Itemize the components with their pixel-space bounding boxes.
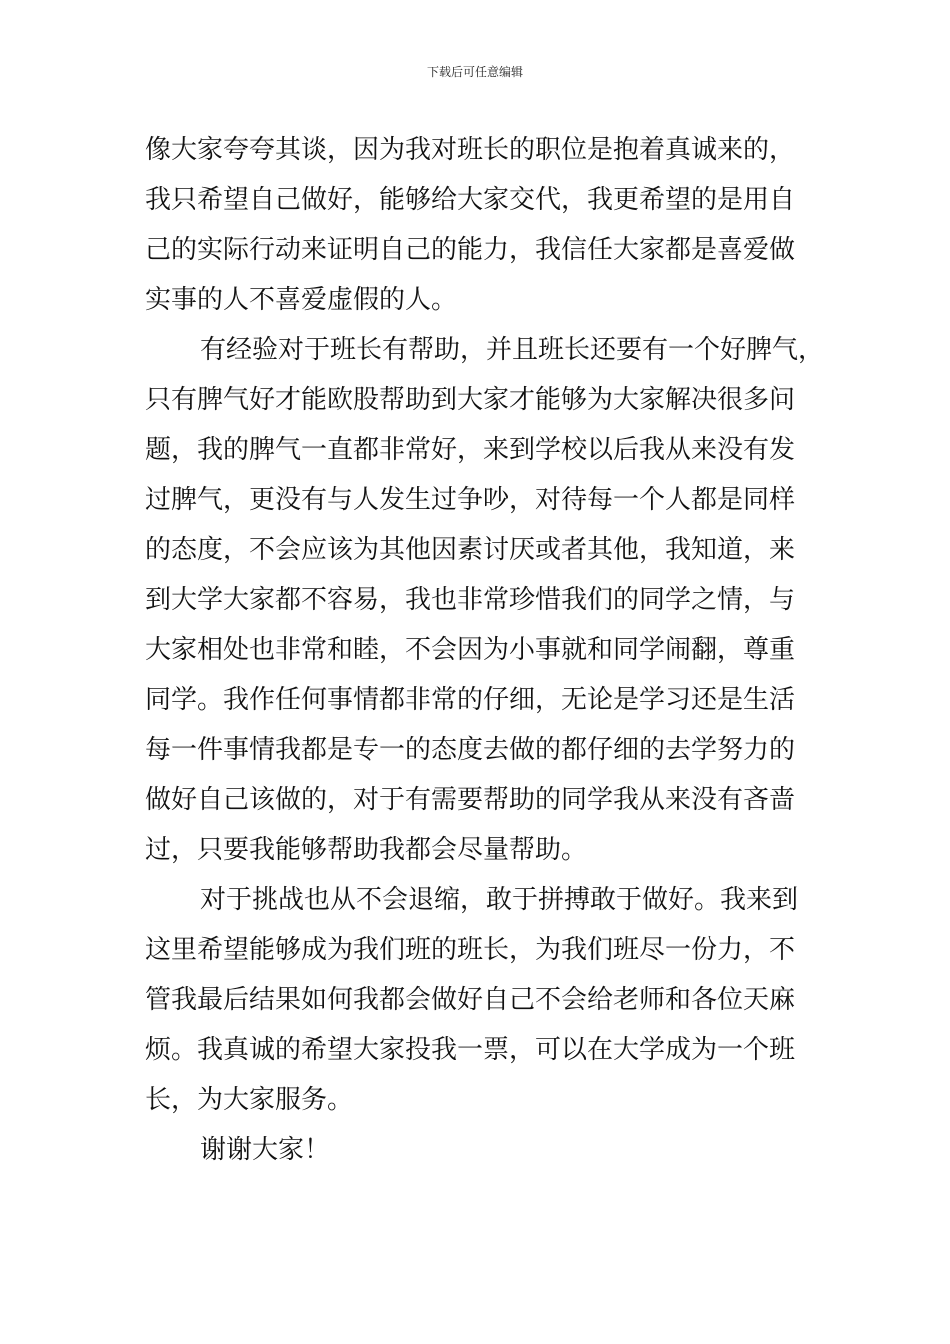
text-line: 这里希望能够成为我们班的班长，为我们班尽一份力，不	[145, 935, 796, 965]
text-line: 只有脾气好才能欧股帮助到大家才能够为大家解决很多问	[145, 385, 796, 415]
closing-line: 谢谢大家！	[200, 1135, 331, 1165]
text-line: 到大学大家都不容易，我也非常珍惜我们的同学之情，与	[145, 585, 796, 615]
text-line: 的态度，不会应该为其他因素讨厌或者其他，我知道，来	[145, 535, 796, 565]
text-line: 大家相处也非常和睦，不会因为小事就和同学闹翻，尊重	[145, 635, 796, 665]
text-line: 每一件事情我都是专一的态度去做的都仔细的去学努力的	[145, 735, 796, 765]
text-line: 我只希望自己做好，能够给大家交代，我更希望的是用自	[145, 185, 796, 215]
text-line: 管我最后结果如何我都会做好自己不会给老师和各位天麻	[145, 985, 796, 1015]
text-line: 长，为大家服务。	[145, 1085, 354, 1115]
paragraph-start-line: 有经验对于班长有帮助，并且班长还要有一个好脾气，	[200, 335, 825, 365]
text-line: 像大家夸夸其谈，因为我对班长的职位是抱着真诚来的，	[145, 135, 796, 165]
text-line: 己的实际行动来证明自己的能力，我信任大家都是喜爱做	[145, 235, 796, 265]
text-line: 过，只要我能够帮助我都会尽量帮助。	[145, 835, 588, 865]
text-line: 过脾气，更没有与人发生过争吵，对待每一个人都是同样	[145, 485, 796, 515]
paragraph-start-line: 对于挑战也从不会退缩，敢于拼搏敢于做好。我来到	[200, 885, 799, 915]
text-line: 题，我的脾气一直都非常好，来到学校以后我从来没有发	[145, 435, 796, 465]
text-line: 做好自己该做的，对于有需要帮助的同学我从来没有吝啬	[145, 785, 796, 815]
text-line: 烦。我真诚的希望大家投我一票，可以在大学成为一个班	[145, 1035, 796, 1065]
text-line: 实事的人不喜爱虚假的人。	[145, 285, 458, 315]
header-note: 下载后可任意编辑	[426, 65, 523, 79]
text-line: 同学。我作任何事情都非常的仔细，无论是学习还是生活	[145, 685, 796, 715]
document-body	[145, 125, 825, 1175]
